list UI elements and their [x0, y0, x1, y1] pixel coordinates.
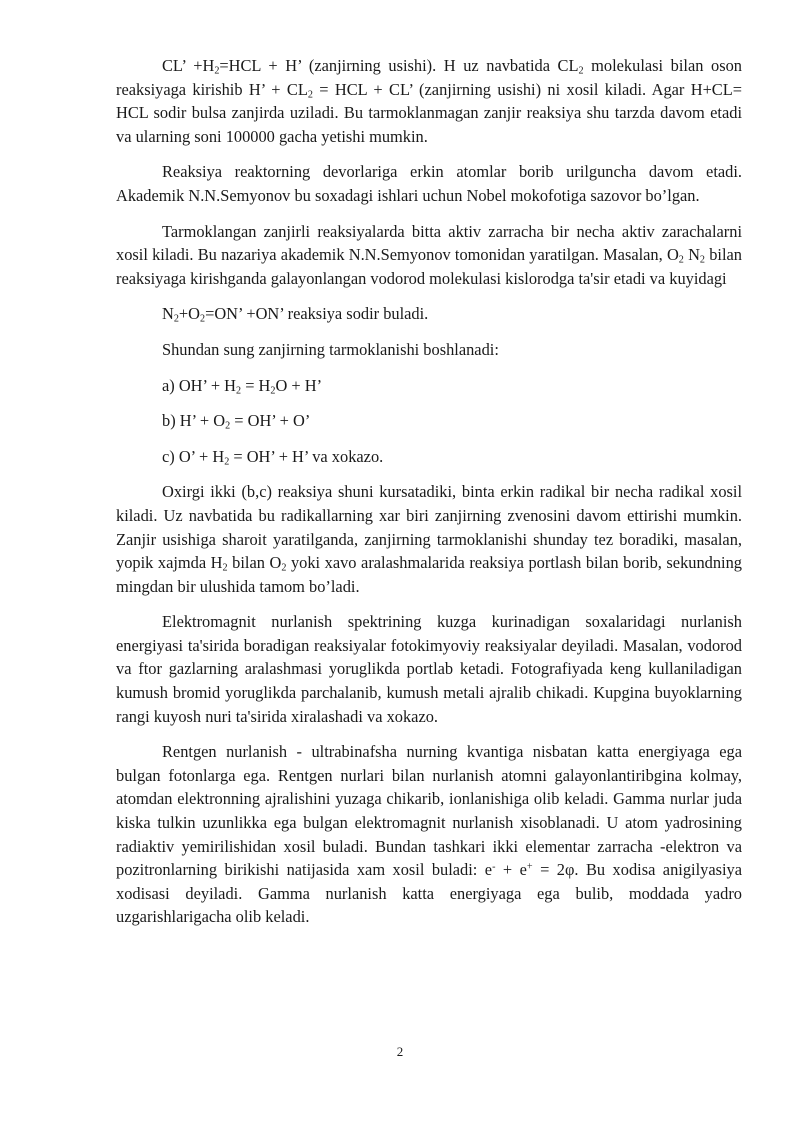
text-run: = OH’ + H’ va xokazo.	[229, 446, 384, 466]
text-run: = H	[241, 375, 271, 395]
subscript: 2	[270, 385, 276, 397]
text-run: a) OH’ + H	[162, 375, 237, 395]
subscript: 2	[224, 456, 230, 468]
page-number: 2	[396, 1044, 404, 1059]
text-run: Oxirgi ikki (b,c) reaksiya shuni kursatadiki, binta erkin radikal bir necha radikal xosil kiladi. Uz navbatida bu radikallarning xar biri zanjirning zvenosini davom ettirishi mumkin. Zanjir usishiga sharoit yaratilganda, zanjirning tarmoklanishi shunday tez boradiki, masalan, yopik xajmda H	[116, 482, 742, 573]
text-run: N	[683, 245, 700, 265]
text-run: bilan O	[227, 553, 282, 573]
text-run: Reaksiya reaktorning devorlariga erkin atomlar borib urilguncha davom etadi. Akademik N.N.Semyonov bu soxadagi ishlari uchun Nobel mokofotiga sazovor bo’lgan.	[116, 162, 742, 205]
body-paragraph	[116, 54, 742, 148]
subscript: 2	[281, 562, 287, 574]
subscript: 2	[200, 313, 206, 325]
subscript: 2	[236, 385, 242, 397]
text-run: = HCL + CL’ (zanjirning usishi) ni xosil kiladi. Agar H+CL= HCL sodir bulsa zanjirda uziladi. Bu tarmoklanmagan zanjir reaksiya shu tarzda davom etadi va ularning soni 100000 gacha yetishi mumkin.	[116, 79, 742, 146]
text-run: = OH’ + O’	[230, 411, 311, 431]
text-run: =HCL + H’ (zanjirning usishi). H uz navbatida CL	[219, 56, 579, 75]
text-run: + e	[495, 860, 527, 880]
body-paragraph	[116, 220, 742, 291]
text-run: bilan reaksiyaga kirishganda galayonlangan vodorod molekulasi kislorodga ta'sir etadi va kuyidagi	[116, 245, 742, 288]
superscript: +	[526, 861, 533, 873]
equation-line	[162, 302, 742, 326]
text-run: Rentgen nurlanish - ultrabinafsha nurning kvantiga nisbatan katta energiyaga ega bulgan fotonlarga ega. Rentgen nurlari bilan nurlanish atomni galayonlantiribgina kolmay, atomdan elektronning ajralishini yuzaga chikarib, ionlanishiga olib keladi. Gamma nurlar juda kiska tulkin uzunlikka ega bulgan elektromagnit nurlanish xisoblanadi. U atom yadrosining radiaktiv yemirilishidan xosil buladi. Bundan tashkari ikki elementar zarracha -elektron va pozitronlarning birikishi natijasida xam xosil buladi: e	[116, 742, 742, 880]
text-run: =ON’ +ON’ reaksiya sodir buladi.	[205, 304, 429, 324]
body-paragraph	[116, 610, 742, 728]
text-run: CL’ +H	[162, 56, 215, 75]
document-body	[116, 54, 742, 941]
subscript: 2	[678, 254, 684, 266]
text-run: N	[162, 304, 174, 324]
subscript: 2	[699, 254, 705, 266]
subscript: 2	[214, 65, 220, 77]
body-paragraph	[116, 480, 742, 598]
equation-line	[162, 445, 742, 469]
subscript: 2	[173, 313, 179, 325]
body-paragraph	[116, 740, 742, 929]
text-run: Shundan sung zanjirning tarmoklanishi boshlanadi:	[162, 339, 499, 359]
text-run: c) O’ + H	[162, 446, 225, 466]
subscript: 2	[578, 65, 584, 77]
superscript: -	[492, 861, 496, 873]
equation-line	[162, 338, 742, 362]
text-run: O + H’	[275, 375, 323, 395]
text-run: b) H’ + O	[162, 411, 226, 431]
text-run: yoki xavo aralashmalarida reaksiya portlash bilan borib, sekundning mingdan bir ulushida tamom bo’ladi.	[116, 553, 742, 596]
subscript: 2	[222, 562, 228, 574]
text-run: molekulasi bilan oson reaksiyaga kirishib H’ + CL	[116, 56, 742, 99]
text-run: Elektromagnit nurlanish spektrining kuzga kurinadigan soxalaridagi nurlanish energiyasi ta'sirida boradigan reaksiyalar fotokimyoviy reaksiyalar deyiladi. Masalan, vodorod va ftor gazlarning aralashmasi yoruglikda portlab ketadi. Fotografiyada keng kullaniladigan kumush bromid yoruglikda parchalanib, kumush metali ajralib chikadi. Kupgina buyoklarning rangi kuyosh nuri ta'sirida xiralashadi va xokazo.	[116, 612, 742, 726]
text-run: = 2φ. Bu xodisa anigilyasiya xodisasi deyiladi. Gamma nurlanish katta energiyaga ega bulib, moddada yadro uzgarishlarigacha olib keladi.	[116, 860, 743, 927]
body-paragraph	[116, 160, 742, 207]
equation-line	[162, 409, 742, 433]
equation-line	[162, 374, 742, 398]
text-run: Tarmoklangan zanjirli reaksiyalarda bitta aktiv zarracha bir necha aktiv zarachalarni xosil kiladi. Bu nazariya akademik N.N.Semyonov tomonidan yaratilgan. Masalan, O	[116, 221, 742, 265]
subscript: 2	[225, 420, 231, 432]
text-run: +O	[178, 304, 201, 324]
subscript: 2	[307, 89, 313, 101]
